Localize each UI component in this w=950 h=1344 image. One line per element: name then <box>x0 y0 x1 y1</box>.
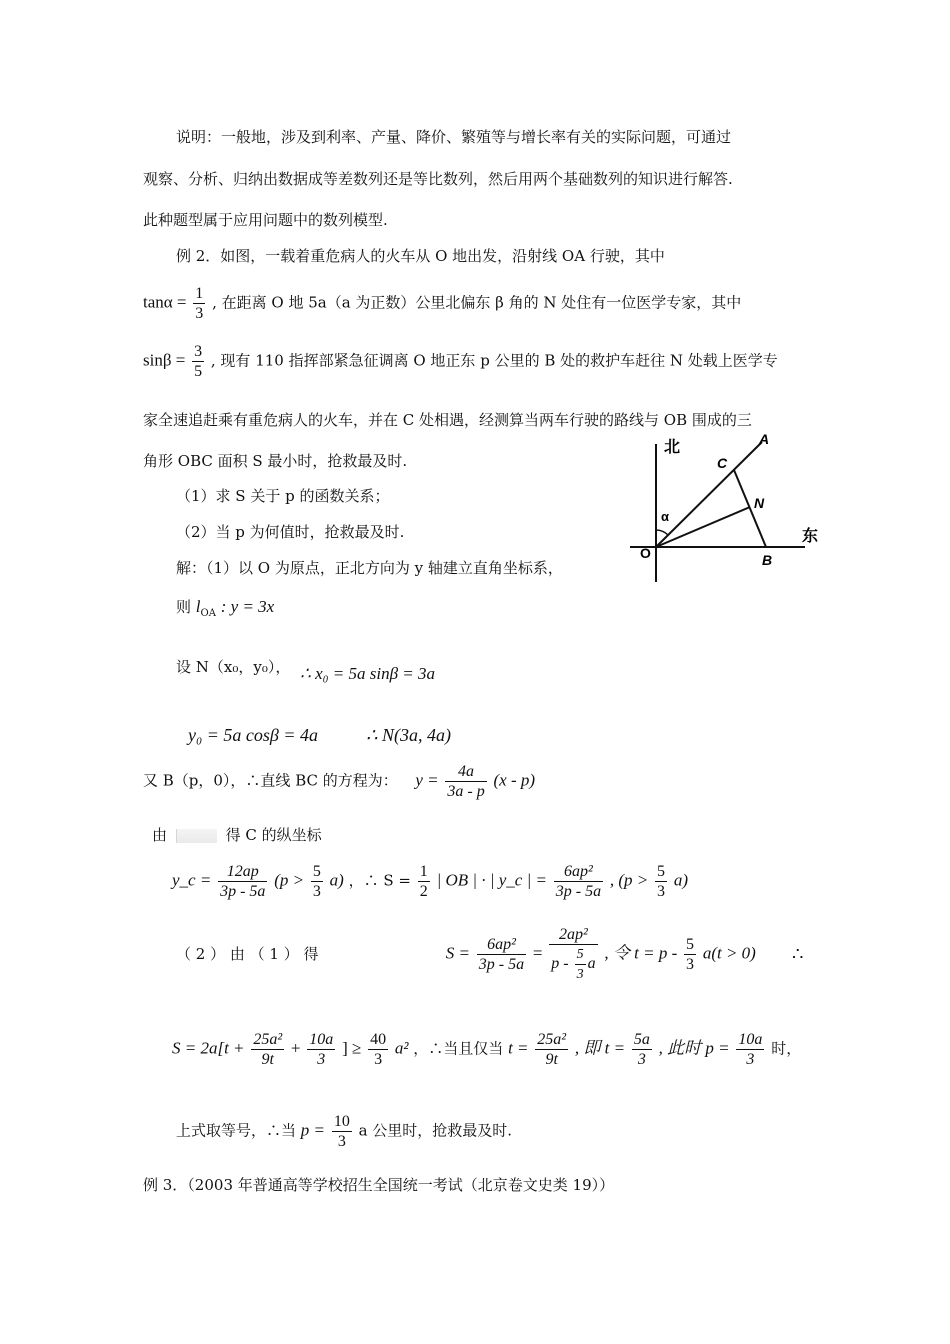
explanation-line-1: 说明：一般地，涉及到利率、产量、降价、繁殖等与增长率有关的实际问题，可通过 <box>176 128 732 146</box>
example2-intro: 例 2．如图，一载着重危病人的火车从 O 地出发，沿射线 OA 行驶，其中 <box>176 247 665 265</box>
tan-lhs: tanα = <box>143 292 187 312</box>
solution-start: 解：（1）以 O 为原点，正北方向为 y 轴建立直角坐标系， <box>176 559 563 577</box>
final-line: 上式取等号，∴当 p = $\frac{10}{3}$ a 公里时，抢救最及时. <box>176 1113 513 1150</box>
east-label: 东 <box>802 528 819 545</box>
therefore-symbol: ∴ <box>792 944 804 965</box>
label-alpha: α <box>661 509 669 524</box>
y0-equation: y₀ = 5a cosβ = 4a <box>188 725 318 745</box>
yc-line: y_c = $\frac{12ap}{3p - 5a}$ (p > $\frac{5}{3}$ a) ，∴ S = $\frac{1}{2}$ | OB | · | y_c | = $\frac{\text{6ap²}}{3p - 5a}$ , (p > $\frac{5}{3}$ a) <box>172 863 688 900</box>
north-label: 北 <box>664 439 681 456</box>
bc-slope-fraction: $\frac{4a}{3a - p}$ <box>447 763 485 800</box>
question-2: （2）当 p 为何值时，抢救最及时. <box>176 523 405 541</box>
sin-line <box>143 342 778 386</box>
inequality-line: S = 2a[t + $\frac{\text{25a²}}{9t}$ + $\frac{10a}{3}$ ] ≥ $\frac{40}{3}$ a² ，∴当且仅当 t = $\frac{\text{25a²}}{9t}$ , 即 t = $\frac{5a}{3}$ , 此时 p = $\frac{10a}{3}$ 时， <box>172 1031 802 1068</box>
sin-rest: , 现有 110 指挥部紧急征调离 O 地正东 p 公里的 B 处的救护车赶往 N 处载上医学专 <box>210 351 778 370</box>
part2-line: （ 2 ） 由 （ 1 ） 得 S = $\frac{\text{6ap²}}{3p - 5a}$ = 2ap² p - $\frac{5}{3}$ a , 令 t = p - $\frac{5}{3}$ a(t > 0) <box>176 926 756 982</box>
explanation-line-3: 此种题型属于应用问题中的数列模型. <box>143 211 388 229</box>
explanation-line-2: 观察、分析、归纳出数据成等差数列还是等比数列，然后用两个基础数列的知识进行解答. <box>143 170 733 188</box>
label-o: O <box>640 545 651 561</box>
label-a: A <box>759 431 770 447</box>
label-c: C <box>717 455 728 471</box>
tan-fraction: $\frac{1}{3}$ <box>195 285 204 322</box>
diagram-figure <box>620 430 835 590</box>
alpha-arc <box>656 530 668 535</box>
sin-fraction: $\frac{3}{5}$ <box>194 343 203 380</box>
x0-equation: ∴ x₀ = 5a sinβ = 3a <box>300 664 436 683</box>
example3-title: 例 3．（2003 年普通高等学校招生全国统一考试（北京卷文史类 19）） <box>143 1176 615 1194</box>
sin-lhs: sinβ = <box>143 350 186 370</box>
bc-equation-line: 又 B（p，0），∴直线 BC 的方程为： y = $\frac{4a}{3a - p}$ (x - p) <box>143 763 536 800</box>
ray-oa <box>656 442 762 547</box>
label-b: B <box>762 552 773 568</box>
label-n: N <box>754 495 765 511</box>
segment-on <box>656 507 750 547</box>
system-image-placeholder <box>176 829 217 843</box>
line-oa: 则 $l_{OA}$ : y = 3x <box>176 597 275 619</box>
n-point: ∴ N(3a, 4a) <box>366 725 451 745</box>
from-system-line: 由 得 C 的纵坐标 <box>152 826 322 844</box>
example2-line-4: 家全速追赶乘有重危病人的火车，并在 C 处相遇，经测算当两车行驶的路线与 OB 围成的三 <box>143 411 752 429</box>
set-n: 设 N（x₀，y₀）， <box>176 658 291 676</box>
tan-line <box>143 284 741 328</box>
example2-line-5: 角形 OBC 面积 S 最小时，抢救最及时. <box>143 452 408 470</box>
tan-rest: , 在距离 O 地 5a（a 为正数）公里北偏东 β 角的 N 处住有一位医学专家，其中 <box>212 293 742 312</box>
question-1: （1）求 S 关于 p 的函数关系； <box>176 487 390 505</box>
